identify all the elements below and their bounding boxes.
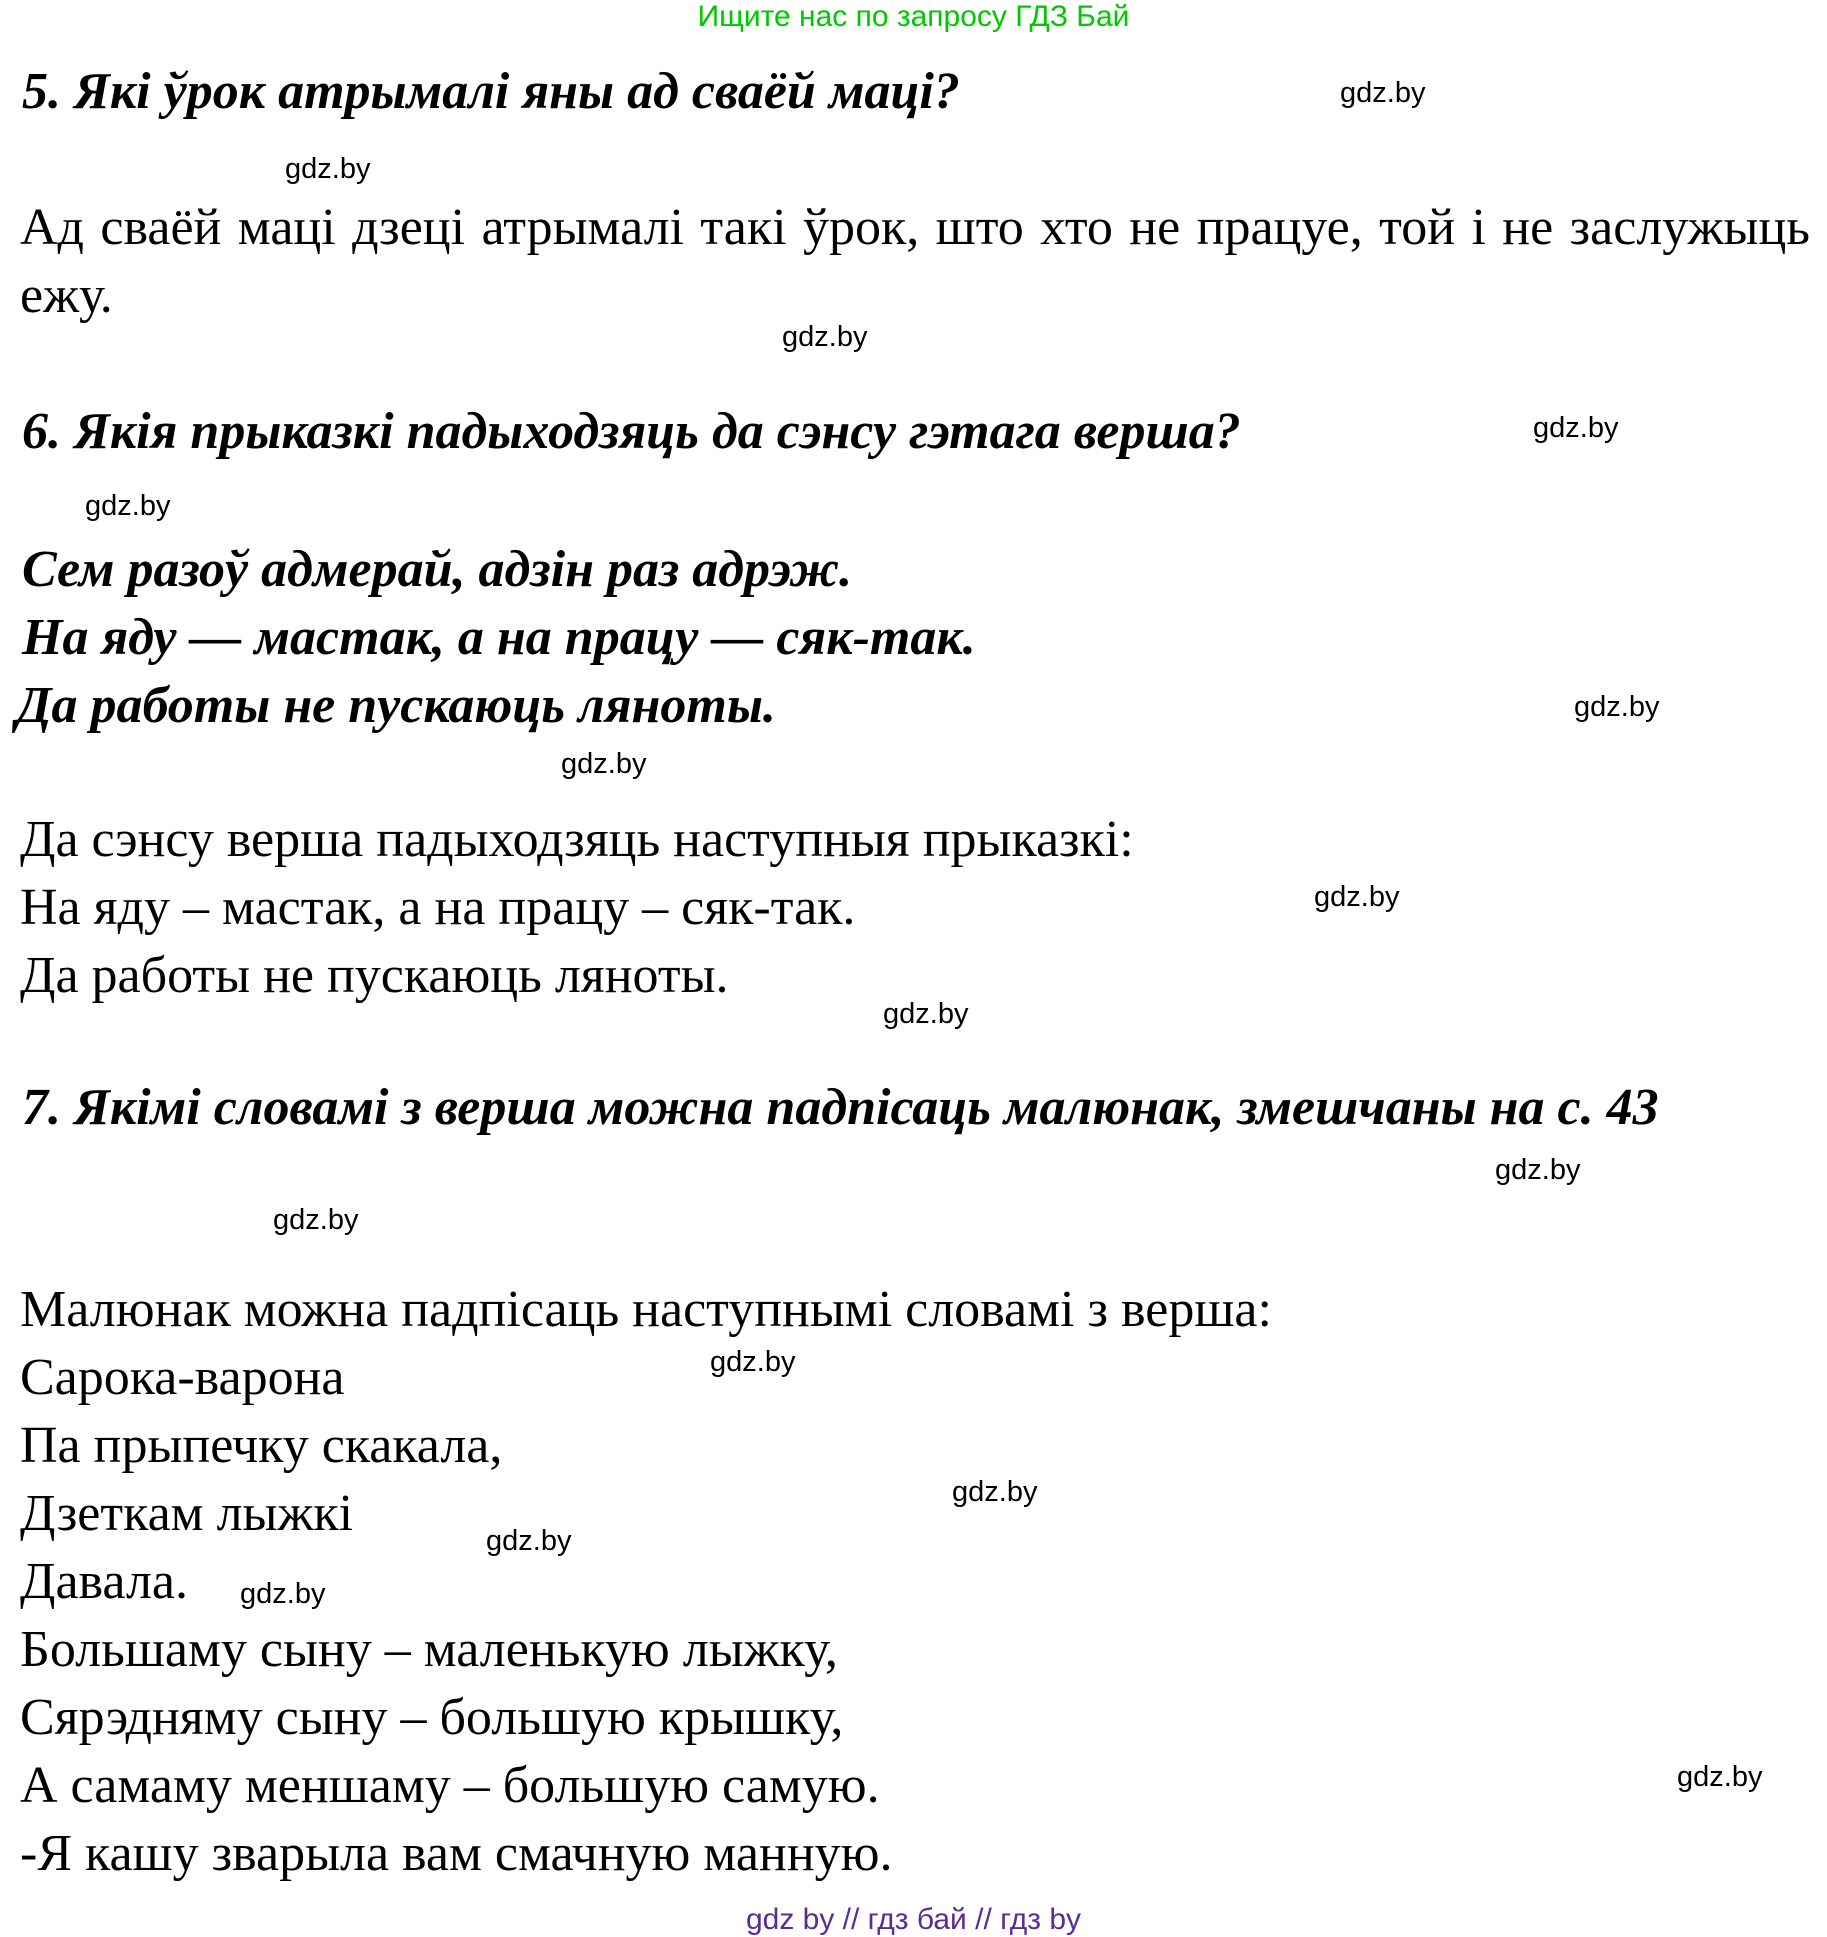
proverb-1: Сем разоў адмерай, адзін раз адрэж. xyxy=(22,541,853,598)
watermark: gdz.by xyxy=(561,748,647,780)
watermark: gdz.by xyxy=(1533,412,1619,444)
watermark: gdz.by xyxy=(710,1346,796,1378)
answer-7-line-2: Сарока-варона xyxy=(20,1349,345,1406)
watermark: gdz.by xyxy=(1677,1761,1763,1793)
watermark: gdz.by xyxy=(1495,1154,1581,1186)
question-5: 5. Які ўрок атрымалі яны ад сваёй маці? xyxy=(22,63,960,120)
answer-7-line-3: Па прыпечку скакала, xyxy=(20,1417,503,1474)
watermark: gdz.by xyxy=(273,1204,359,1236)
proverb-3: Да работы не пускаюць ляноты. xyxy=(16,677,776,734)
answer-6-line-1: Да сэнсу верша падыходзяць наступныя прыказкі: xyxy=(20,811,1134,868)
question-7: 7. Якімі словамі з верша можна падпісаць малюнак, змешчаны на с. 43 xyxy=(22,1079,1659,1136)
watermark: gdz.by xyxy=(1314,881,1400,913)
watermark: gdz.by xyxy=(240,1578,326,1610)
answer-7-line-6: Большаму сыну – маленькую лыжку, xyxy=(20,1621,838,1678)
answer-5: Ад сваёй маці дзеці атрымалі такі ўрок, што хто не працуе, той і не заслужыць ежу. xyxy=(20,199,1810,324)
watermark: gdz.by xyxy=(1574,691,1660,723)
watermark: gdz.by xyxy=(1340,77,1426,109)
watermark: gdz.by xyxy=(952,1476,1038,1508)
proverb-2: На яду — мастак, а на працу — сяк-так. xyxy=(22,609,976,666)
site-footer: gdz by // гдз бай // гдз by xyxy=(745,1903,1082,1936)
answer-7-line-8: А самаму меншаму – большую самую. xyxy=(20,1757,880,1814)
question-6: 6. Якія прыказкі падыходзяць да сэнсу гэтага верша? xyxy=(22,403,1241,460)
answer-7-line-5: Давала. xyxy=(20,1553,188,1610)
answer-7-line-9: -Я кашу зварыла вам смачную манную. xyxy=(20,1825,893,1882)
watermark: gdz.by xyxy=(85,490,171,522)
watermark: gdz.by xyxy=(782,321,868,353)
answer-7-line-7: Сярэдняму сыну – большую крышку, xyxy=(20,1689,844,1746)
watermark: gdz.by xyxy=(883,998,969,1030)
answer-7-line-4: Дзеткам лыжкі xyxy=(20,1485,354,1542)
watermark: gdz.by xyxy=(486,1525,572,1557)
site-banner: Ищите нас по запросу ГДЗ Бай xyxy=(697,0,1130,33)
answer-6-line-2: На яду – мастак, а на працу – сяк-так. xyxy=(20,879,856,936)
answer-7-line-1: Малюнак можна падпісаць наступнымі словамі з верша: xyxy=(20,1281,1272,1338)
watermark: gdz.by xyxy=(285,153,371,185)
answer-6-line-3: Да работы не пускаюць ляноты. xyxy=(20,947,729,1004)
